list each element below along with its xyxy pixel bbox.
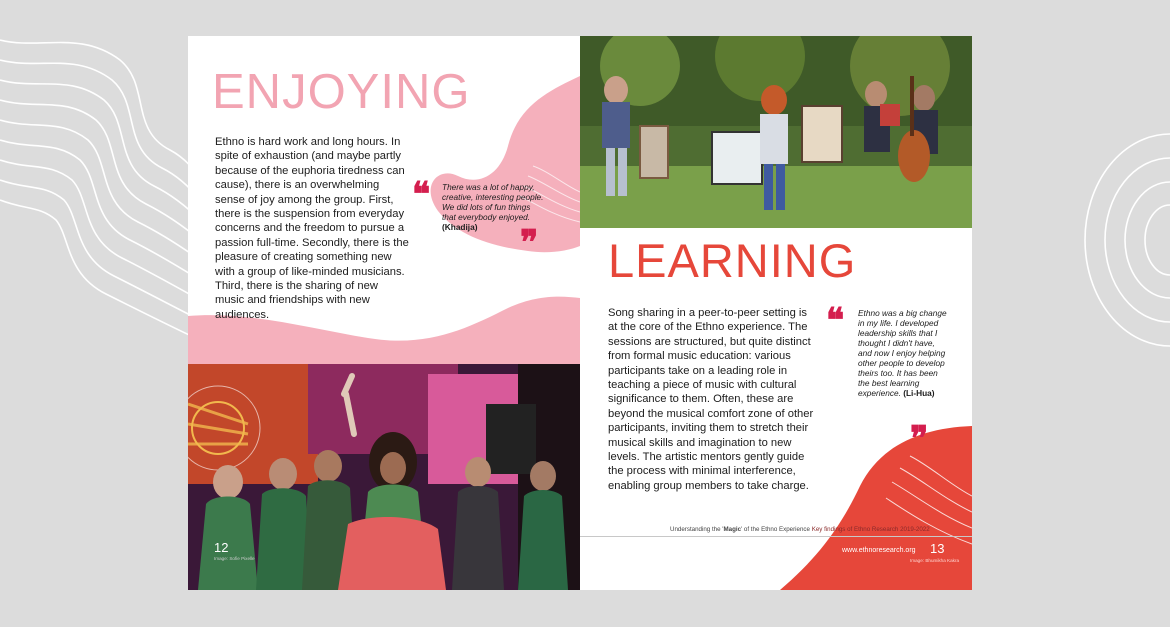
quote-open-icon-right: ❝ bbox=[826, 301, 845, 341]
learning-body-text: Song sharing in a peer-to-peer setting is at the core of the Ethno experience. The sessions are structured, but quite distinct from formal music education: various participants take on a leading role in teaching a piece of music with cultural significance to them. Often, these are beyond the musical comfort zone of other participants, inviting them to stretch their musical skills and imagination to new levels. The artistic mentors gently guide the process with minimal interference, enabling group members to take charge. bbox=[608, 307, 814, 492]
right-page bbox=[580, 36, 972, 590]
photo-credit-right: Image: Bhumikha Kakra bbox=[910, 558, 960, 563]
section-title-enjoying: ENJOYING bbox=[212, 65, 471, 119]
decorative-swirl-right bbox=[970, 0, 1170, 627]
magazine-spread bbox=[188, 36, 972, 590]
photo-credit-left: Image: Sofie Pixelle bbox=[214, 556, 255, 561]
footer-tagline: Understanding the 'Magic' of the Ethno Experience Key findings of Ethno Research 2019-2022 bbox=[670, 526, 930, 533]
khadija-quote: There was a lot of happy, creative, interesting people. We did lots of fun things that everybody enjoyed. (Khadija) bbox=[442, 182, 544, 232]
quote-close-icon: ❞ bbox=[520, 223, 539, 263]
photo-concert-singers bbox=[188, 364, 580, 590]
decorative-swirl-left bbox=[0, 0, 200, 627]
quote-open-icon: ❝ bbox=[412, 175, 431, 215]
enjoying-body-text: Ethno is hard work and long hours. In spite of exhaustion (and maybe partly because of the euphoria tiredness can cause), there is an overwhelming sense of joy among the group. First, there is the suspension from everyday concerns and the freedom to pursue a passion full-time. Secondly, there is the pleasure of creating something new with a group of like-minded musicians. Third, there is the sharing of new music and friendships with new audiences. bbox=[215, 136, 409, 321]
footer-divider bbox=[580, 536, 972, 537]
quote-close-icon-right: ❞ bbox=[910, 419, 929, 459]
page-number-13: 13 bbox=[930, 541, 945, 556]
page-number-12: 12 bbox=[214, 540, 229, 555]
website-link[interactable]: www.ethnoresearch.org bbox=[842, 547, 916, 554]
li-hua-quote: Ethno was a big change in my life. I developed leadership skills that I thought I didn't have, and now I enjoy helping other people to develop theirs too. It has been the best learning experience. (Li-Hua) bbox=[858, 308, 947, 398]
quote-author-li-hua: (Li-Hua) bbox=[903, 388, 935, 398]
section-title-learning: LEARNING bbox=[608, 234, 857, 287]
left-page bbox=[188, 36, 580, 590]
quote-author-khadija: (Khadija) bbox=[442, 222, 478, 232]
